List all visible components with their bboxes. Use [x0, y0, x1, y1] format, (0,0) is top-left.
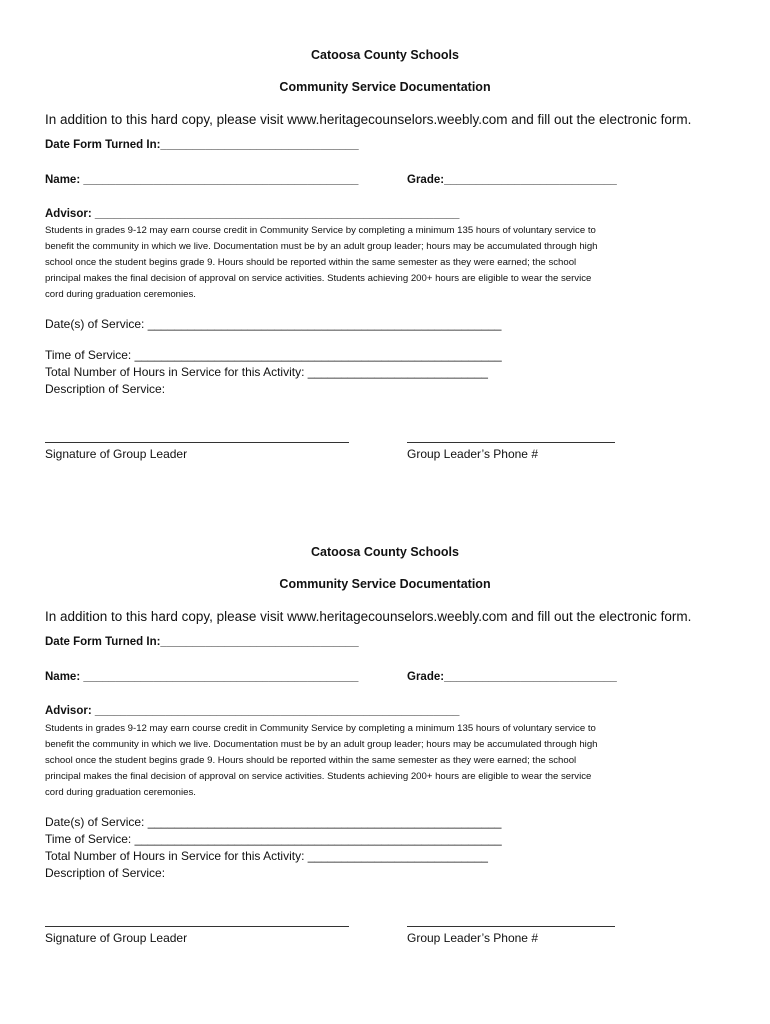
dates-of-service-field[interactable]: Date(s) of Service: _____________________________________________________ [45, 317, 502, 331]
total-hours-field[interactable]: Total Number of Hours in Service for this Activity: ___________________________ [45, 365, 488, 379]
dates-of-service-field[interactable]: Date(s) of Service: _____________________________________________________ [45, 815, 502, 829]
paragraph-line: benefit the community in which we live. Documentation must be by an adult group leader; hours may be accumulated through high [45, 739, 598, 750]
school-name: Catoosa County Schools [311, 545, 459, 559]
signature-label: Signature of Group Leader [45, 931, 188, 945]
grade-field[interactable]: Grade:___________________________ [407, 671, 617, 683]
advisor-field[interactable]: Advisor: _________________________________________________________ [45, 208, 460, 220]
paragraph-line: benefit the community in which we live. Documentation must be by an adult group leader; hours may be accumulated through high [45, 241, 598, 252]
phone-label: Group Leader’s Phone # [407, 447, 538, 461]
signature-label: Signature of Group Leader [45, 447, 188, 461]
form-title: Community Service Documentation [279, 577, 491, 591]
total-hours-field[interactable]: Total Number of Hours in Service for this Activity: ___________________________ [45, 849, 488, 863]
paragraph-line: cord during graduation ceremonies. [45, 787, 196, 798]
name-field[interactable]: Name: ___________________________________________ [45, 174, 359, 186]
phone-line[interactable] [407, 926, 615, 927]
form-title: Community Service Documentation [279, 80, 491, 94]
name-field[interactable]: Name: ___________________________________________ [45, 671, 359, 683]
description-field[interactable]: Description of Service: [45, 382, 166, 396]
time-of-service-field[interactable]: Time of Service: _______________________________________________________ [45, 348, 502, 362]
intro-text: In addition to this hard copy, please visit www.heritagecounselors.weebly.com and fill out the electronic form. [45, 609, 692, 624]
paragraph-line: school once the student begins grade 9. Hours should be reported within the same semester as they were earned; the school [45, 755, 577, 766]
grade-field[interactable]: Grade:___________________________ [407, 174, 617, 186]
paragraph-line: cord during graduation ceremonies. [45, 289, 196, 300]
date-turned-in-field[interactable]: Date Form Turned In:_______________________________ [45, 636, 359, 648]
requirements-paragraph [45, 721, 735, 801]
paragraph-line: principal makes the final decision of approval on service activities. Students achieving 200+ hours are eligible to wear the service [45, 273, 592, 284]
paragraph-line: Students in grades 9-12 may earn course credit in Community Service by completing a minimum 135 hours of voluntary service to [45, 723, 596, 734]
school-name: Catoosa County Schools [311, 48, 459, 62]
date-turned-in-field[interactable]: Date Form Turned In:_______________________________ [45, 139, 359, 151]
paragraph-line: Students in grades 9-12 may earn course credit in Community Service by completing a minimum 135 hours of voluntary service to [45, 225, 596, 236]
signature-line[interactable] [45, 442, 349, 443]
signature-line[interactable] [45, 926, 349, 927]
phone-label: Group Leader’s Phone # [407, 931, 538, 945]
advisor-field[interactable]: Advisor: _________________________________________________________ [45, 705, 460, 717]
description-field[interactable]: Description of Service: [45, 866, 166, 880]
intro-text: In addition to this hard copy, please visit www.heritagecounselors.weebly.com and fill out the electronic form. [45, 112, 692, 127]
requirements-paragraph [45, 223, 735, 303]
phone-line[interactable] [407, 442, 615, 443]
paragraph-line: school once the student begins grade 9. Hours should be reported within the same semester as they were earned; the school [45, 257, 577, 268]
paragraph-line: principal makes the final decision of approval on service activities. Students achieving 200+ hours are eligible to wear the service [45, 771, 592, 782]
time-of-service-field[interactable]: Time of Service: _______________________________________________________ [45, 832, 502, 846]
